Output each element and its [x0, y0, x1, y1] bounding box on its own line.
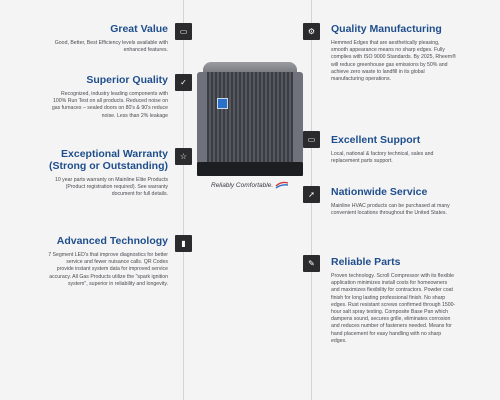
feature-description: Proven technology. Scroll Compressor with its flexible application minimizes install costs for homeowners and maximizes flexibility for contractors. Powder coat finish for long lasting professional finish. No sharp edges. Rust resistant screws confirmed through 1500-hour salt spray testing. Composite Base Pan which dampens sound, secures grille, eliminates corrosion and reduces number of fasteners needed. Means for hand placement for easy handling with no sharp edges.	[331, 273, 456, 344]
feature-description: Recognized, industry leading components with 100% Run Test on all products. Reduced noise on gas furnaces – sealed doors on 80's & 90's reduce noise. Less than 2% leakage	[51, 91, 168, 119]
feature-title: Quality Manufacturing	[331, 23, 442, 35]
feature-description: 7 Segment LED's that improve diagnostics for better service and fewer nuisance calls. QR Codes provide instant system data for improved service accuracy. All Gas Products utilize the "spark ignition system", superior in reliability and longevity.	[48, 252, 168, 287]
star-icon: ☆	[175, 148, 192, 165]
feature-title: Great Value	[110, 23, 168, 35]
feature-title: Reliable Parts	[331, 256, 401, 268]
feature-title: Advanced Technology	[56, 235, 168, 247]
feature-title: Exceptional Warranty (Strong or Outstanding)	[49, 148, 168, 172]
ac-unit-base	[197, 162, 303, 176]
feature-advanced-technology	[48, 235, 168, 288]
feature-quality-manufacturing	[331, 23, 456, 83]
ac-unit-logo-badge	[217, 98, 228, 109]
feature-title: Excellent Support	[331, 134, 421, 146]
feature-nationwide-service	[331, 186, 456, 217]
chat-bubbles-icon: ▭	[303, 131, 320, 148]
feature-title: Nationwide Service	[331, 186, 428, 198]
ac-unit-corner-right	[293, 72, 303, 164]
gears-icon: ⚙	[303, 23, 320, 40]
feature-description: Good, Better, Best Efficiency levels available with enhanced features.	[54, 40, 168, 54]
thumbs-up-icon: ✓	[175, 74, 192, 91]
feature-great-value	[48, 23, 168, 54]
feature-superior-quality	[48, 74, 168, 120]
rocket-icon: ➚	[303, 186, 320, 203]
money-icon: ▭	[175, 23, 192, 40]
feature-description: Mainline HVAC products can be purchased at many convenient locations throughout the United States.	[331, 203, 450, 217]
feature-description: 10 year parts warranty on Mainline Elite Products (Product registration required). See warranty document for full details.	[54, 177, 168, 198]
feature-title: Superior Quality	[86, 74, 168, 86]
feature-description: Hemmed Edges that are aesthetically pleasing, smooth appearance means no sharp edges. Fully complies with ISO 9000 Standards. By 2025, Rheem® will reduce greenhouse gas emissions by 50% and achieve zero waste to landfill in its global manufacturing operations.	[331, 40, 456, 83]
ac-unit-corner-left	[197, 72, 207, 164]
ac-unit-body	[199, 72, 301, 164]
left-timeline-line	[183, 0, 184, 400]
ac-unit-image	[197, 62, 303, 176]
brand-swoosh-icon	[275, 181, 289, 189]
feature-excellent-support	[331, 134, 456, 165]
tagline: Reliably Comfortable.	[211, 182, 274, 189]
feature-reliable-parts	[331, 256, 456, 345]
mobile-icon: ▮	[175, 235, 192, 252]
wrench-icon: ✎	[303, 255, 320, 272]
feature-exceptional-warranty	[48, 148, 168, 199]
feature-description: Local, national & factory technical, sales and replacement parts support.	[331, 151, 434, 165]
